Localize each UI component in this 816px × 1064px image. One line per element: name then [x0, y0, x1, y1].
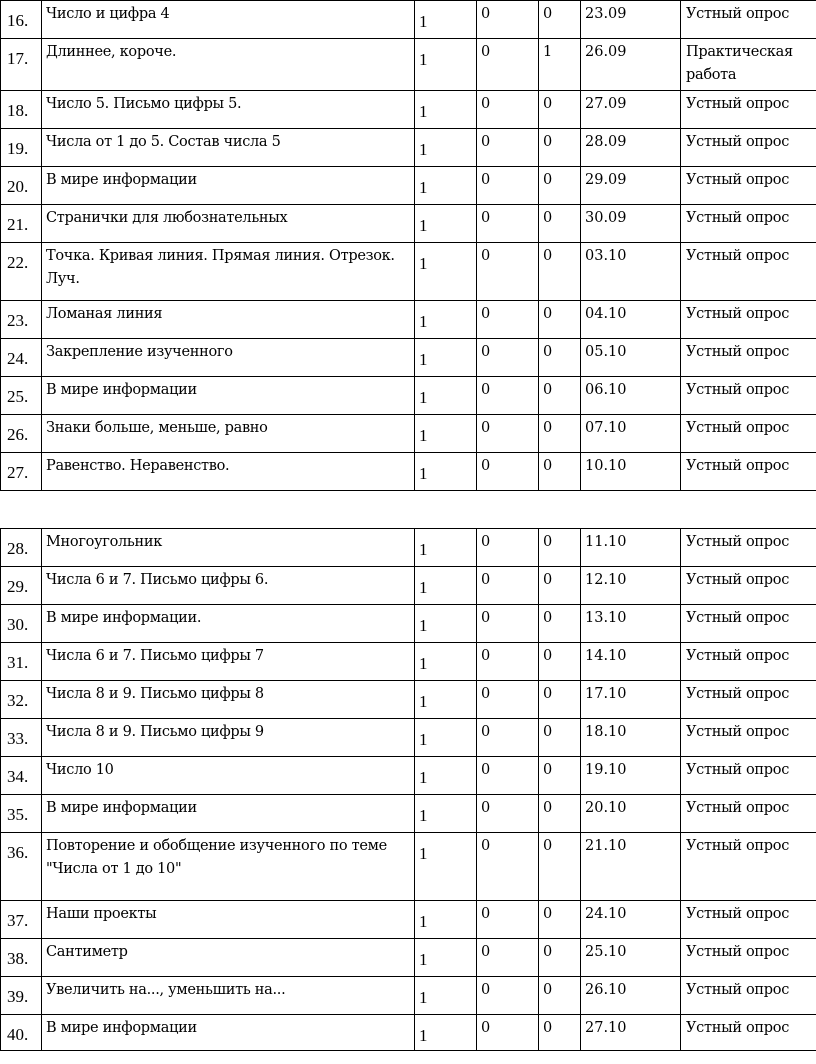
table-row [1, 91, 816, 129]
lesson-assessment-form: Устный опрос [681, 795, 816, 833]
lesson-practical-count: 0 [539, 1015, 581, 1051]
lesson-practical-count: 0 [539, 901, 581, 939]
lesson-control-count: 0 [477, 453, 539, 491]
lesson-table-1-body [1, 1, 816, 491]
lesson-topic: В мире информации [42, 377, 415, 415]
lesson-date: 12.10 [581, 567, 681, 605]
table-row [1, 939, 816, 977]
lesson-hours: 1 [415, 681, 477, 719]
lesson-topic: Странички для любознательных [42, 205, 415, 243]
lesson-hours: 1 [415, 833, 477, 901]
lesson-number: 33. [1, 719, 42, 757]
table-row [1, 39, 816, 91]
lesson-assessment-form: Устный опрос [681, 939, 816, 977]
lesson-date: 21.10 [581, 833, 681, 901]
lesson-practical-count: 0 [539, 453, 581, 491]
lesson-assessment-form: Устный опрос [681, 719, 816, 757]
lesson-practical-count: 0 [539, 605, 581, 643]
lesson-practical-count: 0 [539, 415, 581, 453]
lesson-date: 13.10 [581, 605, 681, 643]
lesson-hours: 1 [415, 529, 477, 567]
lesson-assessment-form: Устный опрос [681, 301, 816, 339]
table-row [1, 757, 816, 795]
lesson-date: 18.10 [581, 719, 681, 757]
lesson-assessment-form: Устный опрос [681, 453, 816, 491]
lesson-practical-count: 0 [539, 91, 581, 129]
lesson-assessment-form: Устный опрос [681, 243, 816, 301]
lesson-topic: Точка. Кривая линия. Прямая линия. Отрезок. Луч. [42, 243, 415, 301]
lesson-assessment-form: Устный опрос [681, 977, 816, 1015]
table-row [1, 529, 816, 567]
lesson-date: 25.10 [581, 939, 681, 977]
lesson-date: 30.09 [581, 205, 681, 243]
lesson-topic: Числа 8 и 9. Письмо цифры 9 [42, 719, 415, 757]
lesson-topic: Повторение и обобщение изученного по теме "Числа от 1 до 10" [42, 833, 415, 901]
table-row [1, 681, 816, 719]
lesson-assessment-form: Устный опрос [681, 167, 816, 205]
lesson-control-count: 0 [477, 1, 539, 39]
lesson-control-count: 0 [477, 757, 539, 795]
lesson-topic: Длиннее, короче. [42, 39, 415, 91]
lesson-date: 26.09 [581, 39, 681, 91]
lesson-topic: В мире информации [42, 167, 415, 205]
lesson-control-count: 0 [477, 681, 539, 719]
lesson-control-count: 0 [477, 415, 539, 453]
lesson-number: 20. [1, 167, 42, 205]
lesson-control-count: 0 [477, 833, 539, 901]
lesson-practical-count: 0 [539, 939, 581, 977]
table-row [1, 377, 816, 415]
lesson-number: 32. [1, 681, 42, 719]
lesson-control-count: 0 [477, 977, 539, 1015]
lesson-date: 29.09 [581, 167, 681, 205]
lesson-date: 20.10 [581, 795, 681, 833]
lesson-date: 14.10 [581, 643, 681, 681]
lesson-date: 24.10 [581, 901, 681, 939]
table-row [1, 1, 816, 39]
lesson-hours: 1 [415, 167, 477, 205]
lesson-control-count: 0 [477, 301, 539, 339]
lesson-number: 36. [1, 833, 42, 901]
lesson-hours: 1 [415, 605, 477, 643]
lesson-practical-count: 1 [539, 39, 581, 91]
lesson-number: 37. [1, 901, 42, 939]
table-row [1, 243, 816, 301]
lesson-number: 40. [1, 1015, 42, 1051]
lesson-assessment-form: Устный опрос [681, 377, 816, 415]
lesson-assessment-form: Устный опрос [681, 91, 816, 129]
lesson-hours: 1 [415, 377, 477, 415]
lesson-topic: Число и цифра 4 [42, 1, 415, 39]
table-row [1, 129, 816, 167]
lesson-control-count: 0 [477, 1015, 539, 1051]
lesson-date: 07.10 [581, 415, 681, 453]
lesson-assessment-form: Практическая работа [681, 39, 816, 91]
lesson-practical-count: 0 [539, 719, 581, 757]
lesson-hours: 1 [415, 1, 477, 39]
lesson-date: 28.09 [581, 129, 681, 167]
lesson-assessment-form: Устный опрос [681, 757, 816, 795]
lesson-table-2 [0, 528, 816, 1051]
lesson-number: 19. [1, 129, 42, 167]
lesson-topic: Равенство. Неравенство. [42, 453, 415, 491]
lesson-hours: 1 [415, 243, 477, 301]
lesson-hours: 1 [415, 643, 477, 681]
lesson-topic: Числа 8 и 9. Письмо цифры 8 [42, 681, 415, 719]
table-row [1, 605, 816, 643]
lesson-hours: 1 [415, 205, 477, 243]
table-row [1, 205, 816, 243]
lesson-assessment-form: Устный опрос [681, 129, 816, 167]
lesson-topic: Увеличить на..., уменьшить на... [42, 977, 415, 1015]
lesson-assessment-form: Устный опрос [681, 205, 816, 243]
lesson-hours: 1 [415, 719, 477, 757]
lesson-control-count: 0 [477, 901, 539, 939]
lesson-control-count: 0 [477, 719, 539, 757]
lesson-topic: Число 5. Письмо цифры 5. [42, 91, 415, 129]
lesson-date: 27.10 [581, 1015, 681, 1051]
lesson-practical-count: 0 [539, 795, 581, 833]
table-row [1, 415, 816, 453]
lesson-date: 19.10 [581, 757, 681, 795]
lesson-topic: Числа 6 и 7. Письмо цифры 7 [42, 643, 415, 681]
lesson-date: 11.10 [581, 529, 681, 567]
lesson-practical-count: 0 [539, 129, 581, 167]
lesson-hours: 1 [415, 129, 477, 167]
lesson-practical-count: 0 [539, 339, 581, 377]
lesson-topic: Закрепление изученного [42, 339, 415, 377]
lesson-number: 26. [1, 415, 42, 453]
lesson-control-count: 0 [477, 795, 539, 833]
lesson-date: 10.10 [581, 453, 681, 491]
lesson-control-count: 0 [477, 605, 539, 643]
lesson-control-count: 0 [477, 339, 539, 377]
lesson-date: 06.10 [581, 377, 681, 415]
lesson-number: 29. [1, 567, 42, 605]
lesson-number: 17. [1, 39, 42, 91]
lesson-number: 23. [1, 301, 42, 339]
lesson-practical-count: 0 [539, 243, 581, 301]
lesson-topic: Ломаная линия [42, 301, 415, 339]
lesson-practical-count: 0 [539, 301, 581, 339]
lesson-practical-count: 0 [539, 977, 581, 1015]
lesson-number: 24. [1, 339, 42, 377]
lesson-assessment-form: Устный опрос [681, 529, 816, 567]
lesson-date: 03.10 [581, 243, 681, 301]
lesson-date: 04.10 [581, 301, 681, 339]
lesson-number: 28. [1, 529, 42, 567]
table-row [1, 339, 816, 377]
lesson-hours: 1 [415, 39, 477, 91]
lesson-assessment-form: Устный опрос [681, 1, 816, 39]
lesson-date: 05.10 [581, 339, 681, 377]
table-row [1, 977, 816, 1015]
lesson-assessment-form: Устный опрос [681, 901, 816, 939]
lesson-practical-count: 0 [539, 833, 581, 901]
lesson-topic: Число 10 [42, 757, 415, 795]
lesson-topic: В мире информации [42, 1015, 415, 1051]
table-row [1, 643, 816, 681]
table-row [1, 795, 816, 833]
lesson-practical-count: 0 [539, 757, 581, 795]
table-row [1, 453, 816, 491]
lesson-hours: 1 [415, 567, 477, 605]
lesson-assessment-form: Устный опрос [681, 681, 816, 719]
lesson-hours: 1 [415, 453, 477, 491]
table-row [1, 301, 816, 339]
lesson-hours: 1 [415, 91, 477, 129]
lesson-number: 31. [1, 643, 42, 681]
lesson-practical-count: 0 [539, 567, 581, 605]
table-row [1, 167, 816, 205]
lesson-topic: Знаки больше, меньше, равно [42, 415, 415, 453]
lesson-assessment-form: Устный опрос [681, 1015, 816, 1051]
lesson-number: 22. [1, 243, 42, 301]
lesson-date: 27.09 [581, 91, 681, 129]
table-row [1, 833, 816, 901]
lesson-hours: 1 [415, 415, 477, 453]
lesson-practical-count: 0 [539, 681, 581, 719]
lesson-control-count: 0 [477, 39, 539, 91]
lesson-control-count: 0 [477, 529, 539, 567]
lesson-topic: Числа от 1 до 5. Состав числа 5 [42, 129, 415, 167]
lesson-hours: 1 [415, 301, 477, 339]
lesson-topic: В мире информации [42, 795, 415, 833]
lesson-control-count: 0 [477, 939, 539, 977]
lesson-practical-count: 0 [539, 1, 581, 39]
lesson-control-count: 0 [477, 567, 539, 605]
lesson-control-count: 0 [477, 129, 539, 167]
lesson-assessment-form: Устный опрос [681, 643, 816, 681]
lesson-table-2-body [1, 529, 816, 1051]
lesson-control-count: 0 [477, 91, 539, 129]
lesson-topic: Числа 6 и 7. Письмо цифры 6. [42, 567, 415, 605]
lesson-hours: 1 [415, 757, 477, 795]
lesson-assessment-form: Устный опрос [681, 605, 816, 643]
lesson-number: 34. [1, 757, 42, 795]
table-row [1, 901, 816, 939]
lesson-assessment-form: Устный опрос [681, 415, 816, 453]
lesson-number: 39. [1, 977, 42, 1015]
lesson-number: 35. [1, 795, 42, 833]
lesson-topic: Многоугольник [42, 529, 415, 567]
lesson-number: 18. [1, 91, 42, 129]
lesson-practical-count: 0 [539, 643, 581, 681]
lesson-number: 21. [1, 205, 42, 243]
lesson-practical-count: 0 [539, 529, 581, 567]
lesson-number: 38. [1, 939, 42, 977]
lesson-date: 26.10 [581, 977, 681, 1015]
lesson-number: 16. [1, 1, 42, 39]
lesson-date: 17.10 [581, 681, 681, 719]
lesson-practical-count: 0 [539, 167, 581, 205]
lesson-assessment-form: Устный опрос [681, 567, 816, 605]
lesson-number: 27. [1, 453, 42, 491]
lesson-hours: 1 [415, 977, 477, 1015]
lesson-number: 25. [1, 377, 42, 415]
lesson-topic: В мире информации. [42, 605, 415, 643]
lesson-hours: 1 [415, 1015, 477, 1051]
lesson-assessment-form: Устный опрос [681, 833, 816, 901]
lesson-hours: 1 [415, 939, 477, 977]
lesson-table-1 [0, 0, 816, 491]
lesson-number: 30. [1, 605, 42, 643]
lesson-practical-count: 0 [539, 205, 581, 243]
lesson-date: 23.09 [581, 1, 681, 39]
lesson-topic: Наши проекты [42, 901, 415, 939]
lesson-topic: Сантиметр [42, 939, 415, 977]
lesson-hours: 1 [415, 795, 477, 833]
lesson-hours: 1 [415, 339, 477, 377]
lesson-control-count: 0 [477, 167, 539, 205]
table-row [1, 567, 816, 605]
lesson-control-count: 0 [477, 243, 539, 301]
lesson-control-count: 0 [477, 643, 539, 681]
table-row [1, 719, 816, 757]
table-row [1, 1015, 816, 1051]
lesson-control-count: 0 [477, 205, 539, 243]
lesson-hours: 1 [415, 901, 477, 939]
lesson-assessment-form: Устный опрос [681, 339, 816, 377]
lesson-control-count: 0 [477, 377, 539, 415]
lesson-practical-count: 0 [539, 377, 581, 415]
